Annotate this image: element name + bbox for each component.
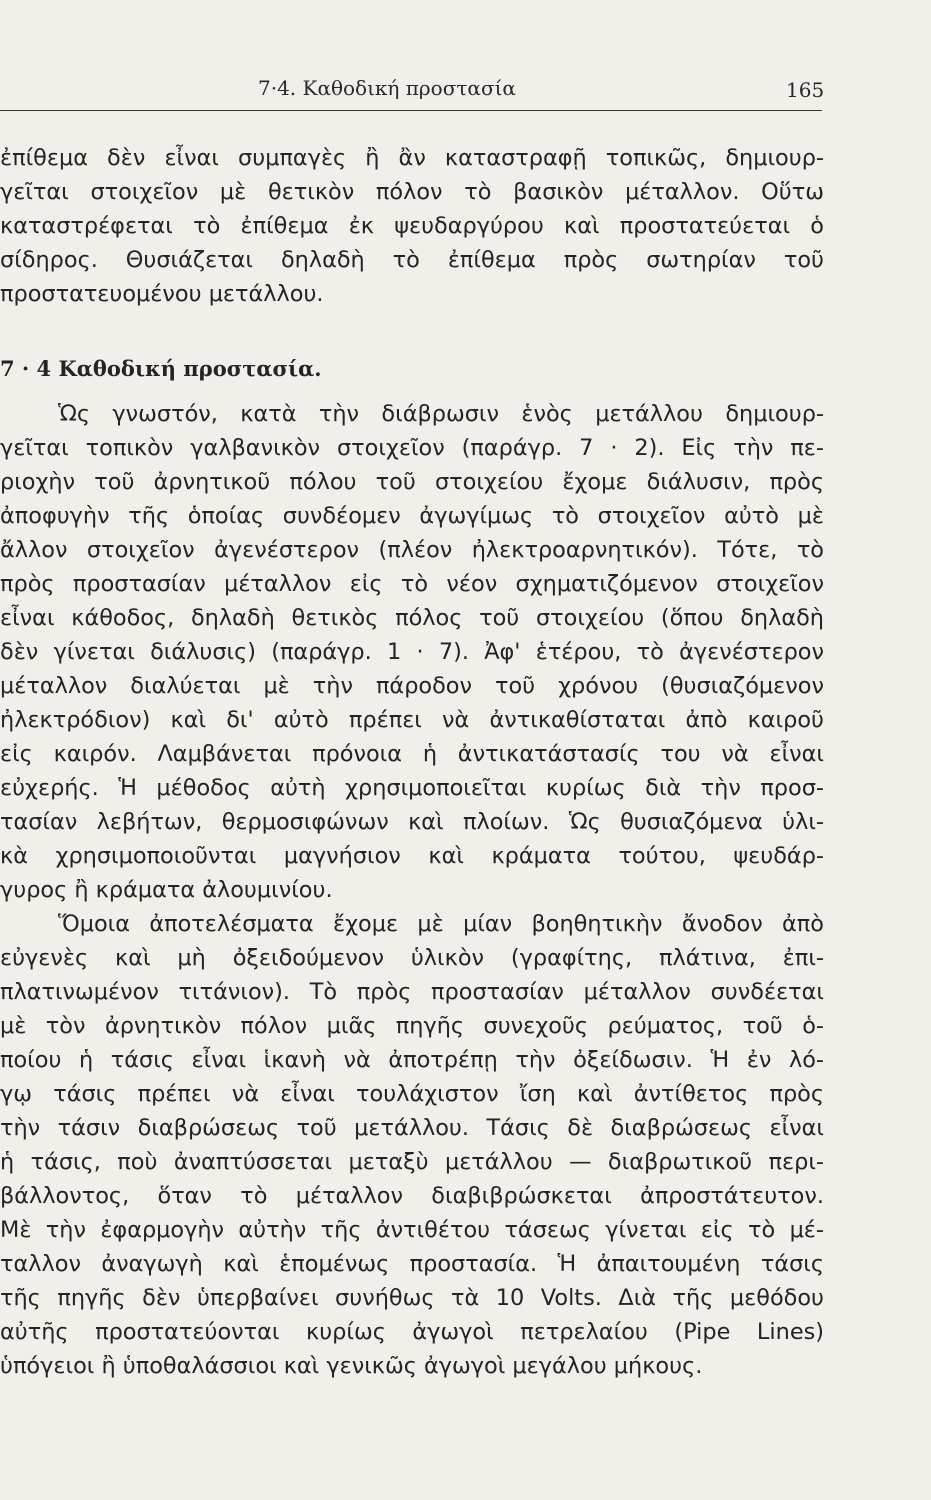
text-line: σίδηρος. Θυσιάζεται δηλαδὴ τὸ ἐπίθεμα πρὸς σωτηρίαν τοῦ — [0, 247, 824, 273]
text-line: πρὸς προστασίαν μέταλλον εἰς τὸ νέον σχηματιζόμενον στοιχεῖον — [0, 571, 824, 597]
text-line: προστατευομένου μετάλλου. — [0, 281, 324, 307]
page-number: 165 — [786, 78, 825, 102]
text-line: τασίαν λεβήτων, θερμοσιφώνων καὶ πλοίων. Ὡς θυσιαζόμενα ὑλι- — [0, 809, 824, 835]
text-line: βάλλοντος, ὅταν τὸ μέταλλον διαβιβρώσκεται ἀπροστάτευτον. — [0, 1183, 824, 1209]
text-line: ἡ τάσις, ποὺ ἀναπτύσσεται μεταξὺ μετάλλου — διαβρωτικοῦ περι- — [0, 1149, 824, 1175]
text-line: Μὲ τὴν ἐφαρμογὴν αὐτὴν τῆς ἀντιθέτου τάσεως γίνεται εἰς τὸ μέ- — [0, 1217, 824, 1243]
text-line: μέταλλον διαλύεται μὲ τὴν πάροδον τοῦ χρόνου (θυσιαζόμενον — [0, 673, 824, 699]
text-line: δὲν γίνεται διάλυσις) (παράγρ. 1 · 7). Ἀφ' ἑτέρου, τὸ ἀγενέστερον — [0, 639, 824, 665]
header-rule — [0, 110, 822, 111]
running-header-title: 7·4. Καθοδική προστασία — [258, 76, 516, 100]
text-line: ὑπόγειοι ἢ ὑποθαλάσσιοι καὶ γενικῶς ἀγωγοὶ μεγάλου μήκους. — [0, 1353, 703, 1379]
text-line: γεῖται στοιχεῖον μὲ θετικὸν πόλον τὸ βασικὸν μέταλλον. Οὕτω — [0, 179, 824, 205]
text-line: ἠλεκτρόδιον) καὶ δι' αὐτὸ πρέπει νὰ ἀντικαθίσταται ἀπὸ καιροῦ — [0, 707, 824, 733]
text-line: γυρος ἢ κράματα ἀλουμινίου. — [0, 877, 333, 903]
text-line: ἐπίθεμα δὲν εἶναι συμπαγὲς ἢ ἂν καταστραφῇ τοπικῶς, δημιουρ- — [0, 145, 824, 171]
text-line: εἶναι κάθοδος, δηλαδὴ θετικὸς πόλος τοῦ στοιχείου (ὅπου δηλαδὴ — [0, 605, 824, 631]
text-line: πλατινωμένον τιτάνιον). Τὸ πρὸς προστασίαν μέταλλον συνδέεται — [0, 979, 824, 1005]
text-line: ἀποφυγὴν τῆς ὁποίας συνδέομεν ἀγωγίμως τὸ στοιχεῖον αὐτὸ μὲ — [0, 503, 824, 529]
text-line: κὰ χρησιμοποιοῦνται μαγνήσιον καὶ κράματα τούτου, ψευδάρ- — [0, 843, 824, 869]
text-line: Ὅμοια ἀποτελέσματα ἔχομε μὲ μίαν βοηθητικὴν ἄνοδον ἀπὸ — [58, 911, 824, 937]
text-line: ριοχὴν τοῦ ἀρνητικοῦ πόλου τοῦ στοιχείου ἔχομε διάλυσιν, πρὸς — [0, 469, 824, 495]
text-line: αὐτῆς προστατεύονται κυρίως ἀγωγοὶ πετρελαίου (Pipe Lines) — [0, 1319, 824, 1345]
text-line: Ὡς γνωστόν, κατὰ τὴν διάβρωσιν ἑνὸς μετάλλου δημιουρ- — [58, 401, 824, 427]
text-line: ποίου ἡ τάσις εἶναι ἱκανὴ νὰ ἀποτρέπῃ τὴν ὀξείδωσιν. Ἡ ἐν λό- — [0, 1047, 824, 1073]
text-line: ταλλον ἀναγωγὴ καὶ ἑπομένως προστασία. Ἡ ἀπαιτουμένη τάσις — [0, 1251, 824, 1277]
text-line: εὐγενὲς καὶ μὴ ὀξειδούμενον ὑλικὸν (γραφίτης, πλάτινα, ἐπι- — [0, 945, 824, 971]
text-line: γεῖται τοπικὸν γαλβανικὸν στοιχεῖον (παράγρ. 7 · 2). Εἰς τὴν πε- — [0, 435, 824, 461]
text-line: γῳ τάσις πρέπει νὰ εἶναι τουλάχιστον ἴση καὶ ἀντίθετος πρὸς — [0, 1081, 824, 1107]
text-line: εἰς καιρόν. Λαμβάνεται πρόνοια ἡ ἀντικατάστασίς του νὰ εἶναι — [0, 741, 824, 767]
text-line: εὐχερής. Ἡ μέθοδος αὐτὴ χρησιμοποιεῖται κυρίως διὰ τὴν προσ- — [0, 775, 824, 801]
text-line: τὴν τάσιν διαβρώσεως τοῦ μετάλλου. Τάσις δὲ διαβρώσεως εἶναι — [0, 1115, 824, 1141]
text-line: τῆς πηγῆς δὲν ὑπερβαίνει συνήθως τὰ 10 Volts. Διὰ τῆς μεθόδου — [0, 1285, 824, 1311]
text-line: μὲ τὸν ἀρνητικὸν πόλον μιᾶς πηγῆς συνεχοῦς ρεύματος, τοῦ ὁ- — [0, 1013, 824, 1039]
running-header — [0, 70, 931, 110]
text-line: καταστρέφεται τὸ ἐπίθεμα ἐκ ψευδαργύρου καὶ προστατεύεται ὁ — [0, 213, 824, 239]
section-heading: 7 · 4 Καθοδική προστασία. — [0, 356, 322, 381]
text-line: ἄλλον στοιχεῖον ἀγενέστερον (πλέον ἠλεκτροαρνητικόν). Τότε, τὸ — [0, 537, 824, 563]
